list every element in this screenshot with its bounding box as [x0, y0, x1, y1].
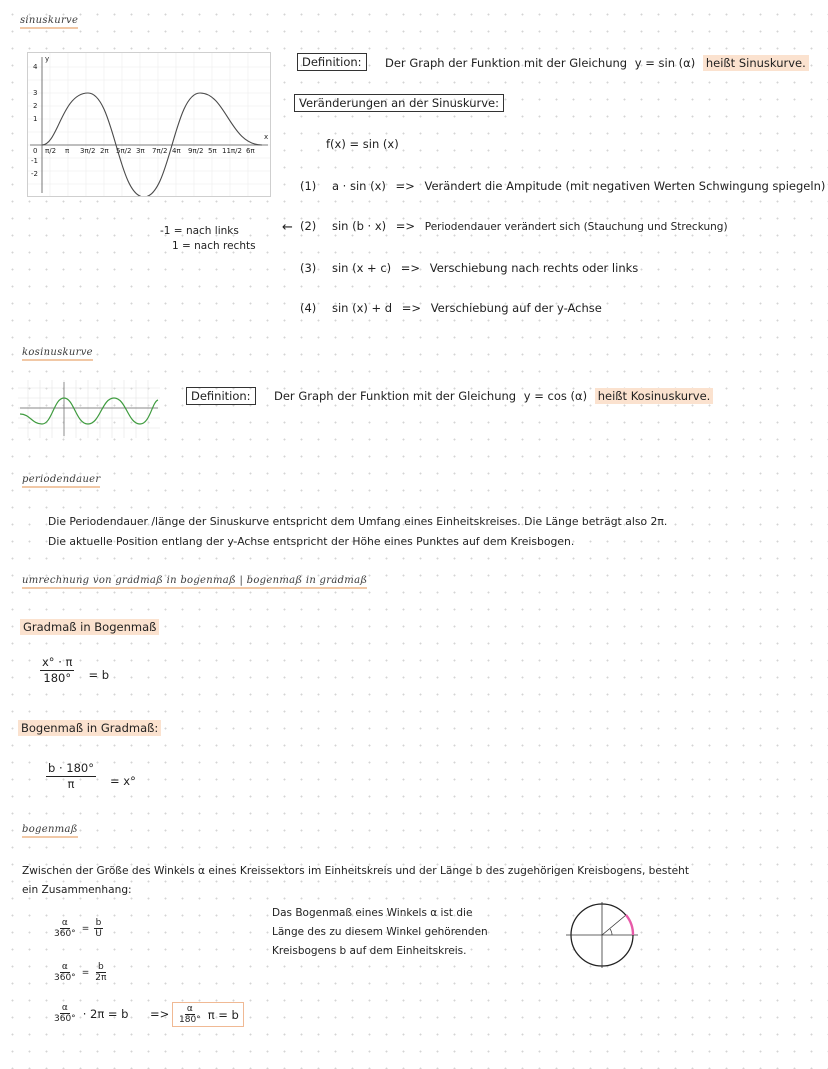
sinus-item-arrow: => [400, 261, 421, 275]
sinus-item-arrow: => [395, 179, 415, 193]
sinus-definition-text-main: Der Graph der Funktion mit der Gleichung [385, 56, 628, 70]
sinus-item-text: Verändert die Ampitude (mit negativen Werten Schwingung spiegeln) [424, 179, 826, 193]
sinus-item-formula: sin (b · x) [331, 219, 387, 233]
f3-denominator: 360° [54, 1014, 76, 1024]
kosinus-definition-text [274, 389, 713, 403]
sinus-item-3 [300, 261, 638, 275]
sinus-changes-label: Veränderungen an der Sinuskurve: [294, 94, 504, 112]
sinus-item-formula: a · sin (x) [331, 179, 386, 193]
side-note-arrow: ← [282, 220, 293, 235]
sinus-item-text: Verschiebung auf der y-Achse [430, 301, 602, 315]
sinus-definition-label: Definition: [297, 53, 367, 71]
sine-x-tick: 11π/2 [222, 147, 242, 155]
cosine-graph [18, 380, 160, 438]
sine-y-tick: 2 [33, 102, 38, 110]
sine-x-tick: π [65, 147, 70, 155]
sine-x-tick: 7π/2 [152, 147, 168, 155]
periode-heading: periodendauer [22, 474, 100, 488]
cosine-curve [20, 398, 158, 424]
f4-denominator: 180° [179, 1015, 201, 1025]
f3-rest: · 2π = b [82, 1006, 129, 1021]
sine-y-tick: 3 [33, 89, 38, 97]
sine-y-axis-label: y [45, 55, 50, 63]
unit-circle-diagram [562, 900, 642, 970]
sinus-item-arrow: => [401, 301, 422, 315]
side-note-line1: -1 = nach links [160, 225, 239, 237]
bogenmass-desc-line1: Das Bogenmaß eines Winkels α ist die [272, 907, 473, 919]
kosinus-heading: kosinuskurve [22, 347, 93, 361]
kosinus-definition-end: heißt Kosinuskurve. [595, 388, 714, 404]
sine-x-tick: 5π [208, 147, 217, 155]
sine-y-tick: -2 [31, 170, 38, 178]
sine-x-tick: 3π [136, 147, 145, 155]
sine-x-tick: 4π [172, 147, 181, 155]
b2g-denominator: π [67, 777, 75, 791]
sine-y-tick: 4 [33, 63, 38, 71]
sinus-item-4 [300, 301, 602, 315]
f1-fraction [52, 918, 78, 939]
bogenmass-desc-line3: Kreisbogens b auf dem Einheitskreis. [272, 945, 467, 957]
kosinus-definition-formula: y = cos (α) [523, 389, 588, 403]
umrechnung-heading: umrechnung von gradmaß in bogenmaß | bogenmaß in gradmaß [22, 575, 367, 589]
sinus-item-1 [300, 179, 825, 193]
g2b-denominator: 180° [43, 671, 72, 685]
f1-right-denominator: U [95, 929, 102, 939]
f2-right-fraction [93, 962, 108, 983]
f3-fraction [52, 1003, 78, 1024]
sinus-item-arrow: => [395, 219, 416, 233]
sinus-item-formula: sin (x) + d [331, 301, 393, 315]
kosinus-definition-label: Definition: [186, 387, 256, 405]
sine-x-tick: 5π/2 [116, 147, 132, 155]
bogenmass-desc-line2: Länge des zu diesem Winkel gehörenden [272, 926, 488, 938]
f2-equals: = [81, 967, 90, 978]
sinus-item-num: (4) [300, 301, 317, 315]
bogenmass-formula-3 [52, 1003, 129, 1024]
sinus-item-num: (2) [300, 219, 317, 233]
f4-rest: π = b [207, 1007, 239, 1022]
sinus-item-num: (3) [300, 261, 317, 275]
sine-x-tick: 9π/2 [188, 147, 204, 155]
b2g-fraction [46, 761, 96, 792]
f2-fraction [52, 962, 78, 983]
sinus-item-text: Verschiebung nach rechts oder links [429, 261, 639, 275]
bogenmass-heading: bogenmaß [22, 824, 78, 838]
sine-x-tick: π/2 [45, 147, 57, 155]
b2g-numerator: b · 180° [48, 761, 94, 775]
bogenmass-formula-1 [52, 918, 104, 939]
g2b-fraction [40, 655, 74, 686]
sine-graph [27, 52, 271, 197]
implies-arrow: => [150, 1007, 170, 1021]
side-note-line2: 1 = nach rechts [172, 240, 256, 252]
sine-x-tick: 2π [100, 147, 109, 155]
g2b-numerator: x° · π [42, 655, 73, 669]
f2-denominator: 360° [54, 973, 76, 983]
bogenmass-intro-line1: Zwischen der Größe des Winkels α eines Kreissektors im Einheitskreis und der Länge b des zugehörigen Kreisbogens, besteht [22, 865, 689, 877]
bogenmass-result-box [172, 1002, 244, 1027]
unit-circle-svg [562, 900, 642, 970]
f4-numerator: α [186, 1004, 193, 1014]
f1-right-fraction [93, 918, 104, 939]
bogen-to-grad-label: Bogenmaß in Gradmaß: [18, 720, 161, 736]
b2g-result: = x° [109, 773, 136, 788]
periode-line2: Die aktuelle Position entlang der y-Achse entspricht der Höhe eines Punktes auf dem Kreisbogen. [48, 535, 575, 548]
f2-numerator: α [61, 962, 68, 972]
f1-numerator: α [61, 918, 68, 928]
sine-y-tick: 1 [33, 115, 38, 123]
sinus-base-function: f(x) = sin (x) [326, 137, 399, 151]
sine-graph-svg [28, 53, 271, 197]
grad-to-bogen-formula [40, 655, 109, 686]
sinus-item-formula: sin (x + c) [331, 261, 392, 275]
sinus-definition-text [385, 56, 809, 70]
f2-right-numerator: b [97, 962, 104, 972]
sine-y-tick: -1 [31, 157, 38, 165]
sinus-definition-end: heißt Sinuskurve. [703, 55, 809, 71]
sine-y-tick: 0 [33, 147, 38, 155]
f3-numerator: α [61, 1003, 68, 1013]
sine-x-tick: 3π/2 [80, 147, 96, 155]
bogenmass-intro-line2: ein Zusammenhang: [22, 884, 132, 896]
sinus-item-num: (1) [300, 179, 317, 193]
f1-denominator: 360° [54, 929, 76, 939]
f1-equals: = [81, 923, 90, 934]
f1-right-numerator: b [95, 918, 102, 928]
sinus-item-text: Periodendauer verändert sich (Stauchung und Streckung) [424, 221, 728, 233]
f2-right-denominator: 2π [95, 973, 107, 983]
sine-x-tick: 6π [246, 147, 255, 155]
sine-x-axis-label: x [264, 133, 269, 141]
f4-fraction [177, 1004, 203, 1025]
bogenmass-formula-2 [52, 962, 108, 983]
sinus-definition-formula: y = sin (α) [634, 56, 696, 70]
cosine-graph-svg [18, 380, 160, 438]
sinus-heading: sinuskurve [20, 15, 78, 29]
bogen-to-grad-formula [46, 761, 136, 792]
sinus-item-2 [300, 219, 728, 233]
kosinus-definition-text-main: Der Graph der Funktion mit der Gleichung [274, 389, 517, 403]
periode-line1: Die Periodendauer /länge der Sinuskurve entspricht dem Umfang eines Einheitskreises. Die Länge beträgt also 2π. [48, 515, 668, 528]
g2b-result: = b [88, 667, 110, 682]
grad-to-bogen-label: Gradmaß in Bogenmaß [20, 619, 159, 635]
